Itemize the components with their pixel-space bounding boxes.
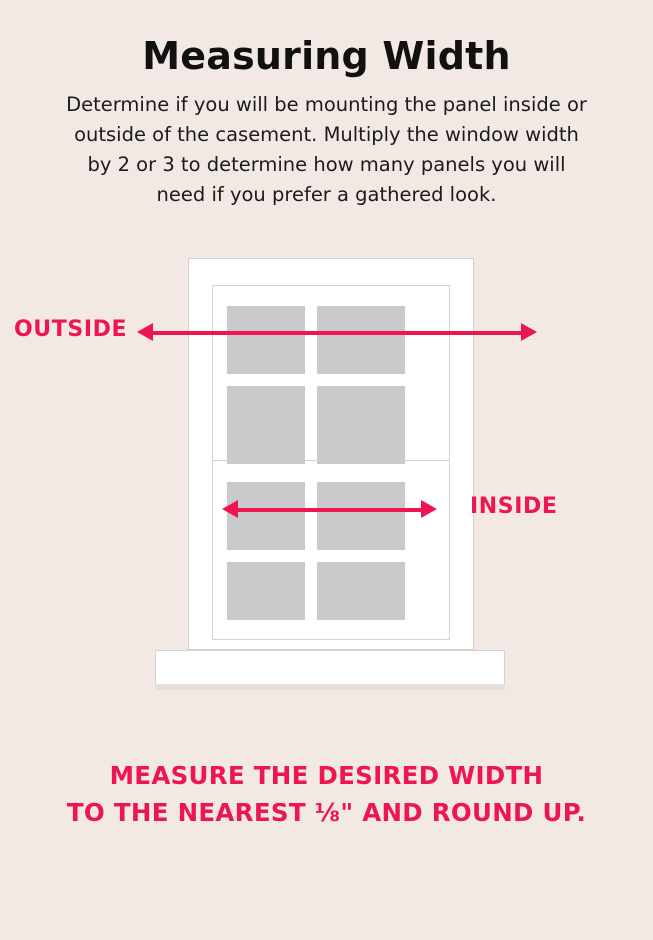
arrow-line [234, 508, 425, 512]
arrow-line [149, 331, 525, 335]
window-diagram [155, 250, 505, 700]
outside-label: OUTSIDE [14, 317, 128, 342]
footer-line-2: TO THE NEAREST ⅛" AND ROUND UP. [66, 798, 587, 827]
window-sill-shadow [155, 684, 505, 690]
glass-pane [317, 562, 405, 620]
intro-paragraph: Determine if you will be mounting the panel inside or outside of the casement. Multiply the window width by 2 or 3 to determine how many panels you will need if you prefer a gathered look. [66, 93, 587, 206]
glass-pane [317, 386, 405, 464]
glass-pane [227, 562, 305, 620]
inside-label: INSIDE [470, 494, 558, 519]
glass-pane [227, 386, 305, 464]
outside-measure-arrow [137, 320, 537, 344]
arrow-right-head-icon [521, 323, 537, 341]
inside-measure-arrow [222, 497, 437, 521]
footer-callout [0, 757, 653, 831]
footer-line-1: MEASURE THE DESIRED WIDTH [109, 761, 544, 790]
arrow-right-head-icon [421, 500, 437, 518]
page-title: Measuring Width [142, 34, 511, 78]
